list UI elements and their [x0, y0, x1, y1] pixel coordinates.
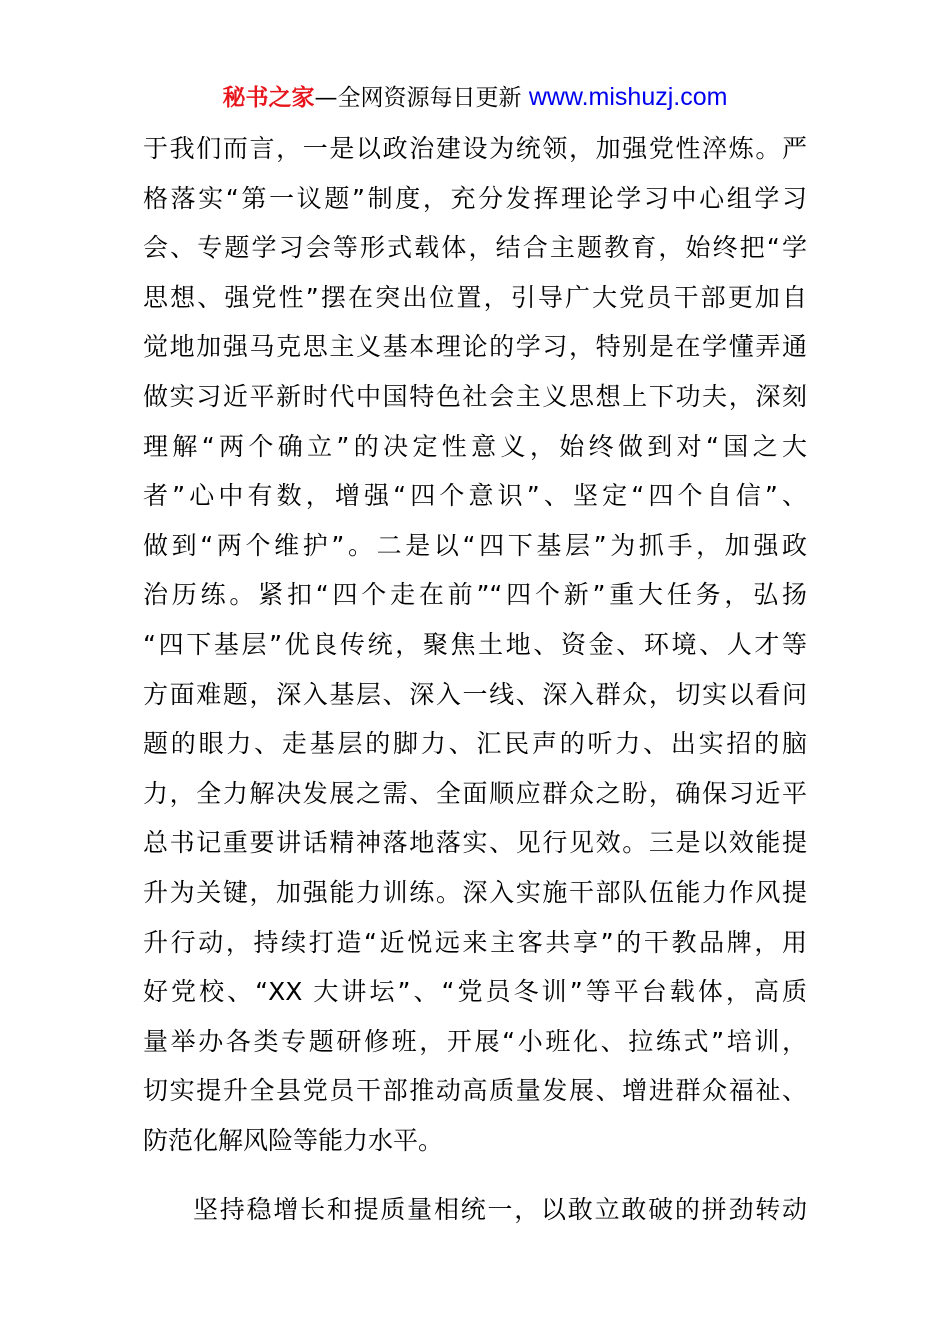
document-body: [143, 124, 807, 1235]
paragraph-gap: [143, 1165, 807, 1185]
text-line: 升为关键，加强能力训练。深入实施干部队伍能力作风提: [143, 877, 807, 907]
text-line: 力，全力解决发展之需、全面顺应群众之盼，确保习近平: [143, 778, 807, 808]
text-line: 思想、强党性”摆在突出位置，引导广大党员干部更加自: [143, 282, 807, 312]
text-line: 格落实“第一议题”制度，充分发挥理论学习中心组学习: [143, 183, 807, 213]
text-line: 总书记重要讲话精神落地落实、见行见效。三是以效能提: [143, 828, 807, 858]
text-line: 防范化解风险等能力水平。: [143, 1125, 444, 1155]
text-line: 坚持稳增长和提质量相统一，以敢立敢破的拼劲转动: [193, 1195, 807, 1225]
text-line: 好党校、“XX 大讲坛”、“党员冬训”等平台载体，高质: [143, 977, 807, 1007]
paragraph-2: [143, 1185, 807, 1235]
header-brand: 秘书之家: [222, 85, 315, 111]
text-line: 量举办各类专题研修班，开展“小班化、拉练式”培训，: [143, 1026, 807, 1056]
page-header: [0, 80, 950, 115]
header-site-link[interactable]: www.mishuzj.com: [528, 83, 728, 111]
text-line: 做到“两个维护”。二是以“四下基层”为抓手，加强政: [143, 530, 807, 560]
text-line: 方面难题，深入基层、深入一线、深入群众，切实以看问: [143, 679, 807, 709]
header-tagline: —全网资源每日更新: [314, 85, 522, 111]
text-line: 会、专题学习会等形式载体，结合主题教育，始终把“学: [143, 233, 807, 263]
text-line: 题的眼力、走基层的脚力、汇民声的听力、出实招的脑: [143, 729, 807, 759]
text-line: 觉地加强马克思主义基本理论的学习，特别是在学懂弄通: [143, 332, 807, 362]
text-line: 理解“两个确立”的决定性意义，始终做到对“国之大: [143, 431, 807, 461]
text-line: 升行动，持续打造“近悦远来主客共享”的干教品牌，用: [143, 927, 807, 957]
text-line: 治历练。紧扣“四个走在前”“四个新”重大任务，弘扬: [143, 580, 807, 610]
text-line: “四下基层”优良传统，聚焦土地、资金、环境、人才等: [143, 629, 807, 659]
text-line: 做实习近平新时代中国特色社会主义思想上下功夫，深刻: [143, 381, 807, 411]
text-line: 于我们而言，一是以政治建设为统领，加强党性淬炼。严: [143, 134, 807, 163]
text-line: 切实提升全县党员干部推动高质量发展、增进群众福祉、: [143, 1076, 807, 1106]
paragraph-1: [143, 124, 807, 1165]
text-line: 者”心中有数，增强“四个意识”、坚定“四个自信”、: [143, 481, 807, 511]
